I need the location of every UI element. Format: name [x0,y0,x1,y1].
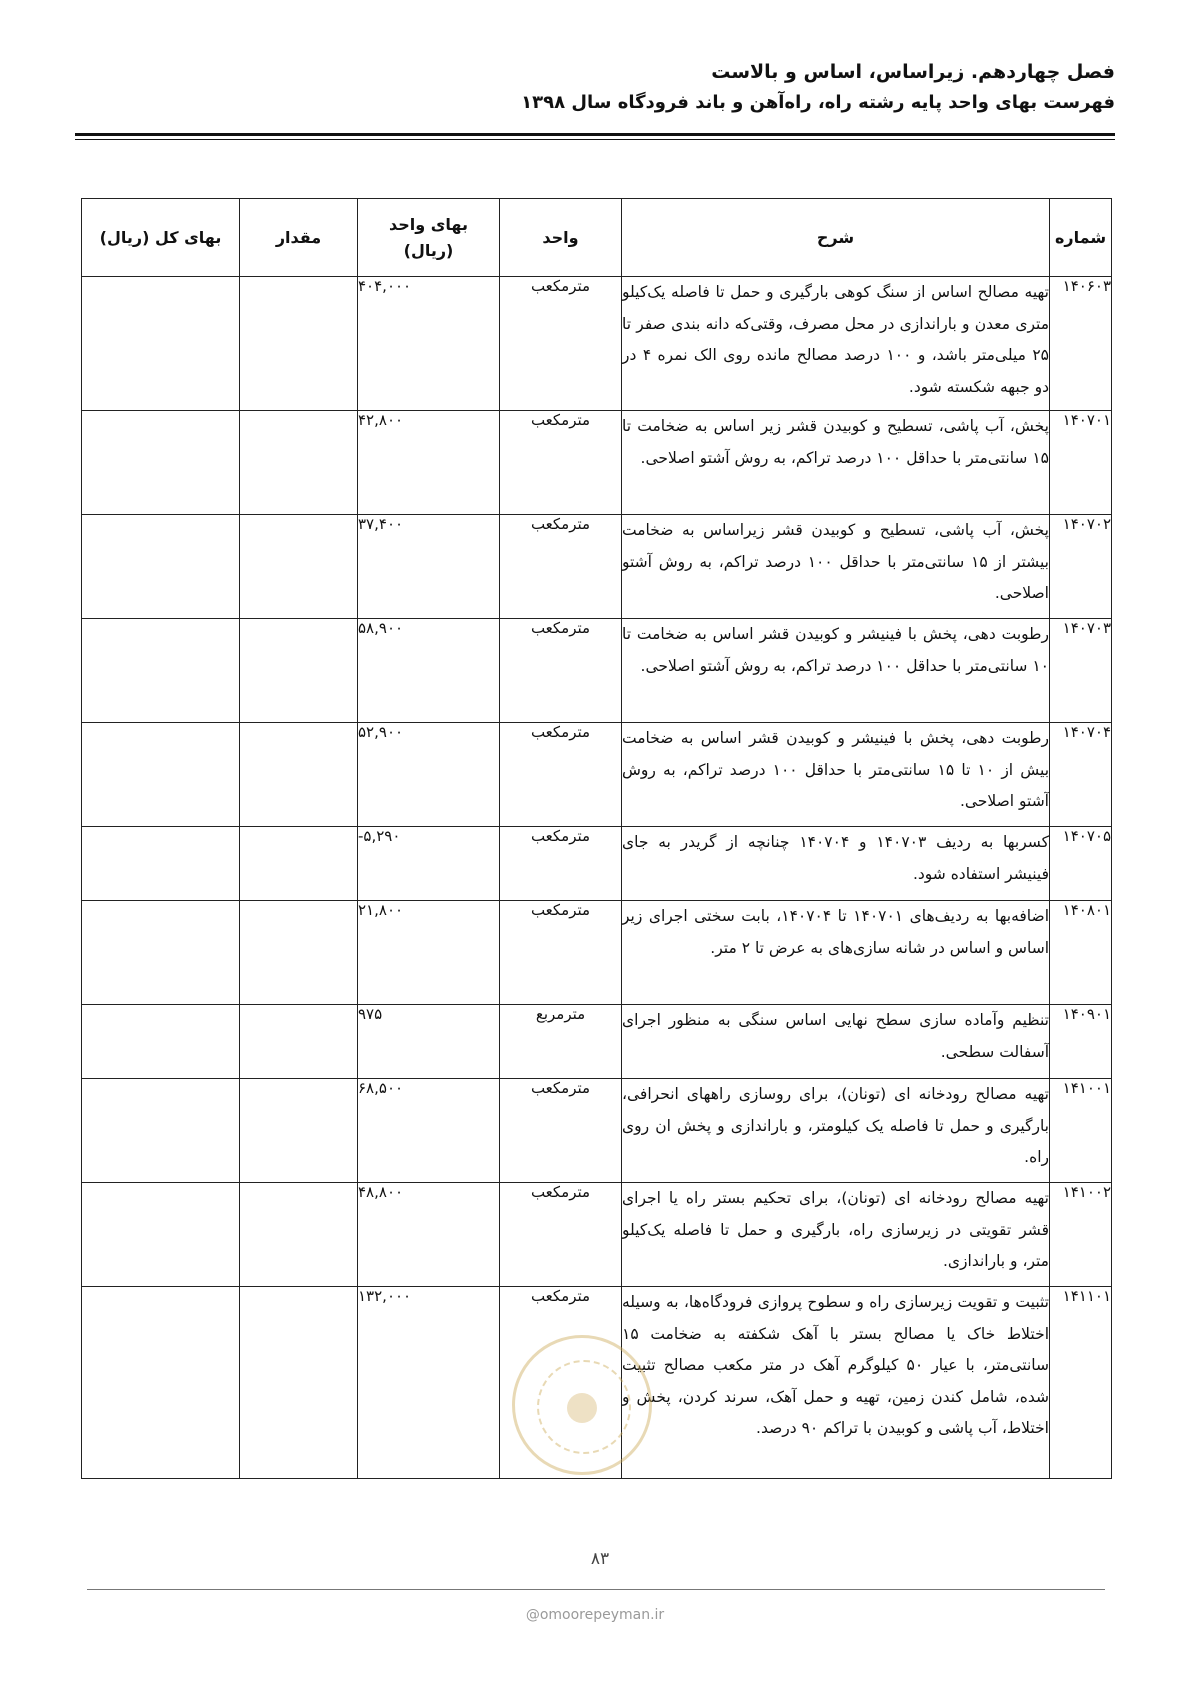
item-description: رطوبت دهی، پخش با فینیشر و کوبیدن قشر اساس به ضخامت تا ۱۰ سانتی‌متر با حداقل ۱۰۰ درصد تراکم، به روش آشتو اصلاحی. [622,619,1050,723]
item-unit: مترمکعب [500,901,622,1005]
item-unit-price: ۵۲,۹۰۰ [358,723,500,827]
footer-rule [87,1589,1105,1590]
item-number: ۱۴۰۶۰۳ [1050,277,1112,411]
table-header-row [82,199,1112,277]
column-header-number: شماره [1050,199,1112,277]
header-rule-thick [75,133,1115,136]
item-quantity [240,901,358,1005]
item-total [82,1183,240,1287]
item-quantity [240,619,358,723]
item-total [82,1079,240,1183]
table-row [82,901,1112,1005]
item-description: تنظیم وآماده سازی سطح نهایی اساس سنگی به منظور اجرای آسفالت سطحی. [622,1005,1050,1079]
item-number: ۱۴۱۱۰۱ [1050,1287,1112,1479]
item-quantity [240,1183,358,1287]
unit-price-header-line2: (ریال) [403,240,454,260]
item-unit-price: ۴۲,۸۰۰ [358,411,500,515]
item-total [82,827,240,901]
column-header-unit-price [358,199,500,277]
price-list-table [81,198,1112,1479]
item-total [82,411,240,515]
item-quantity [240,277,358,411]
item-number: ۱۴۱۰۰۲ [1050,1183,1112,1287]
table-row [82,1183,1112,1287]
item-quantity [240,723,358,827]
item-unit: مترمکعب [500,515,622,619]
item-unit: مترمکعب [500,1079,622,1183]
item-unit-price: ۵۸,۹۰۰ [358,619,500,723]
item-number: ۱۴۰۷۰۳ [1050,619,1112,723]
item-total [82,619,240,723]
table-row [82,277,1112,411]
item-unit: مترمکعب [500,827,622,901]
column-header-quantity: مقدار [240,199,358,277]
item-unit-price: ۹۷۵ [358,1005,500,1079]
item-quantity [240,1079,358,1183]
item-quantity [240,827,358,901]
unit-price-header-line1: بهای واحد [388,214,468,234]
item-quantity [240,515,358,619]
item-quantity [240,1287,358,1479]
chapter-title: فصل چهاردهم. زیراساس، اساس و بالاست [711,61,1115,83]
column-header-unit: واحد [500,199,622,277]
item-total [82,1287,240,1479]
item-description: تهیه مصالح اساس از سنگ کوهی بارگیری و حمل تا فاصله یک‌کیلو متری معدن و باراندازی در محل مصرف، وقتی‌که دانه بندی صفر تا ۲۵ میلی‌متر باشد، و ۱۰۰ درصد مصالح مانده روی الک نمره ۴ در دو جبهه شکسته شود. [622,277,1050,411]
table-row [82,619,1112,723]
site-watermark: @omoorepeyman.ir [525,1607,665,1623]
item-description: کسربها به ردیف ۱۴۰۷۰۳ و ۱۴۰۷۰۴ چنانچه از گریدر به جای فینیشر استفاده شود. [622,827,1050,901]
item-total [82,277,240,411]
table-row [82,411,1112,515]
item-description: اضافه‌بها به ردیف‌های ۱۴۰۷۰۱ تا ۱۴۰۷۰۴، بابت سختی اجرای زیر اساس و اساس در شانه سازی‌های به عرض تا ۲ متر. [622,901,1050,1005]
item-description: پخش، آب پاشی، تسطیح و کوبیدن قشر زیر اساس به ضخامت تا ۱۵ سانتی‌متر با حداقل ۱۰۰ درصد تراکم، به روش آشتو اصلاحی. [622,411,1050,515]
page-header [75,58,1115,118]
table-row [82,827,1112,901]
item-total [82,1005,240,1079]
item-description: پخش، آب پاشی، تسطیح و کوبیدن قشر زیراساس به ضخامت بیشتر از ۱۵ سانتی‌متر با حداقل ۱۰۰ درصد تراکم، به روش آشتو اصلاحی. [622,515,1050,619]
item-total [82,901,240,1005]
table-row [82,723,1112,827]
table-row [82,1287,1112,1479]
header-rule-thin [75,139,1115,140]
item-unit-price: ۱۳۲,۰۰۰ [358,1287,500,1479]
table-row [82,515,1112,619]
item-unit-price: ۴۸,۸۰۰ [358,1183,500,1287]
item-unit-price: ۶۸,۵۰۰ [358,1079,500,1183]
item-total [82,723,240,827]
table-row [82,1005,1112,1079]
item-unit-price: ۳۷,۴۰۰ [358,515,500,619]
table-row [82,1079,1112,1183]
item-number: ۱۴۱۰۰۱ [1050,1079,1112,1183]
item-unit: مترمکعب [500,411,622,515]
item-description: تثبیت و تقویت زیرسازی راه و سطوح پروازی فرودگاه‌ها، به وسیله اختلاط خاک یا مصالح بستر با آهک شکفته به ضخامت ۱۵ سانتی‌متر، با عیار ۵۰ کیلوگرم آهک در متر مکعب مصالح تثبیت شده، شامل کندن زمین، تهیه و حمل آهک، سرند کردن، پخش و اختلاط، آب پاشی و کوبیدن با تراکم ۹۰ درصد. [622,1287,1050,1479]
item-unit-price: -۵,۲۹۰ [358,827,500,901]
item-description: تهیه مصالح رودخانه ای (تونان)، برای روسازی راههای انحرافی، بارگیری و حمل تا فاصله یک کیلومتر، و باراندازی و پخش ان روی راه. [622,1079,1050,1183]
item-number: ۱۴۰۷۰۱ [1050,411,1112,515]
item-description: تهیه مصالح رودخانه ای (تونان)، برای تحکیم بستر راه یا اجرای قشر تقویتی در زیرسازی راه، بارگیری و حمل تا فاصله یک‌کیلو متر، و باراندازی. [622,1183,1050,1287]
item-description: رطوبت دهی، پخش با فینیشر و کوبیدن قشر اساس به ضخامت بیش از ۱۰ تا ۱۵ سانتی‌متر با حداقل ۱۰۰ درصد تراکم، به روش آشتو اصلاحی. [622,723,1050,827]
item-unit: مترمربع [500,1005,622,1079]
item-unit: مترمکعب [500,619,622,723]
item-unit: مترمکعب [500,277,622,411]
item-unit: مترمکعب [500,1183,622,1287]
item-unit: مترمکعب [500,1287,622,1479]
item-number: ۱۴۰۷۰۵ [1050,827,1112,901]
item-unit-price: ۴۰۴,۰۰۰ [358,277,500,411]
item-unit-price: ۲۱,۸۰۰ [358,901,500,1005]
column-header-total: بهای کل (ریال) [82,199,240,277]
item-quantity [240,1005,358,1079]
item-quantity [240,411,358,515]
item-number: ۱۴۰۷۰۴ [1050,723,1112,827]
column-header-description: شرح [622,199,1050,277]
item-number: ۱۴۰۸۰۱ [1050,901,1112,1005]
item-number: ۱۴۰۹۰۱ [1050,1005,1112,1079]
document-subtitle: فهرست بهای واحد پایه رشته راه، راه‌آهن و باند فرودگاه سال ۱۳۹۸ [521,92,1115,113]
page-number: ۸۳ [590,1549,610,1569]
item-total [82,515,240,619]
item-unit: مترمکعب [500,723,622,827]
item-number: ۱۴۰۷۰۲ [1050,515,1112,619]
